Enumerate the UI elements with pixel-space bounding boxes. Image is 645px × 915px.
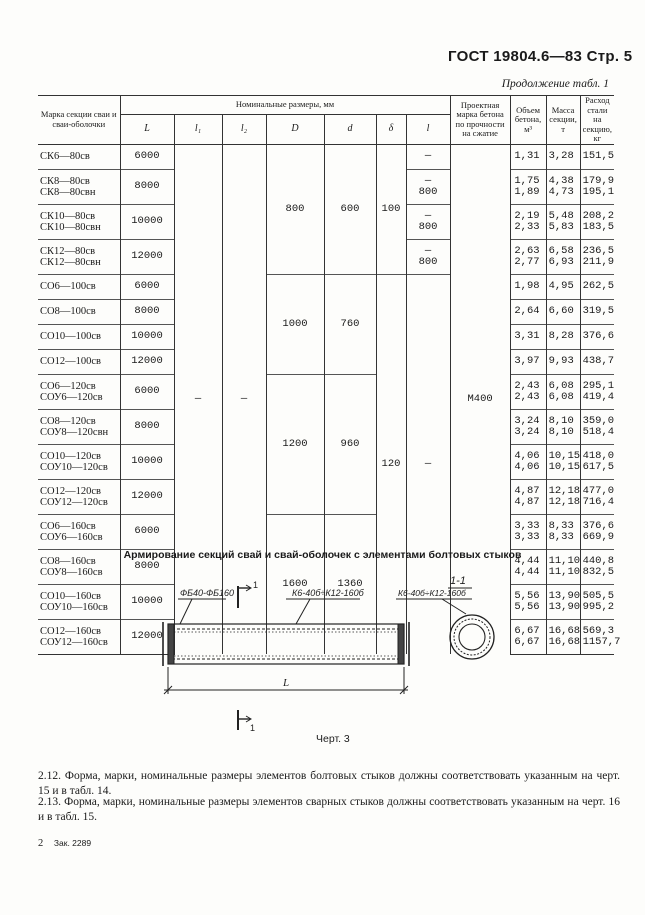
dimension-L: L — [283, 677, 290, 689]
cell-mass: 5,48 5,83 — [546, 204, 580, 239]
cell-l-pair: — 800 — [406, 239, 450, 274]
cell-steel: 319,5 — [580, 299, 614, 324]
cell-mass: 10,15 10,15 — [546, 444, 580, 479]
col-mark-header: Марка секции сваи и сваи-оболочки — [38, 96, 120, 145]
cell-L: 6000 — [120, 374, 174, 409]
cell-steel: 376,6 669,9 — [580, 514, 614, 549]
table-row-mark: СО12—100св — [38, 349, 120, 374]
col-volume-header: Объем бетона, м³ — [510, 96, 546, 145]
page-footer — [38, 838, 91, 849]
cell-l-pair: — 800 — [406, 169, 450, 204]
cell-mass: 11,10 11,10 — [546, 549, 580, 584]
cell-L: 12000 — [120, 479, 174, 514]
cell-D-1000: 1000 — [266, 274, 324, 374]
page-number: 2 — [38, 838, 44, 849]
col-l2-header: l₂ — [222, 114, 266, 144]
col-mass-header: Масса секции, т — [546, 96, 580, 145]
label-cages: К6-40б÷К12-160б — [292, 588, 364, 598]
section-mark: 1-1 — [450, 575, 466, 587]
cell-steel: 477,0 716,4 — [580, 479, 614, 514]
cell-volume: 2,63 2,77 — [510, 239, 546, 274]
cell-volume: 1,98 — [510, 274, 546, 299]
cell-d-760: 760 — [324, 274, 376, 374]
cell-volume: 3,24 3,24 — [510, 409, 546, 444]
cell-l2-merged: — — [222, 144, 266, 654]
cell-steel: 505,5 995,2 — [580, 584, 614, 619]
cell-steel: 376,6 — [580, 324, 614, 349]
col-l-header: l — [406, 114, 450, 144]
cell-steel: 236,5 211,9 — [580, 239, 614, 274]
cell-L: 12000 — [120, 239, 174, 274]
col-L-header: L — [120, 114, 174, 144]
cell-volume: 4,87 4,87 — [510, 479, 546, 514]
cell-mass: 8,33 8,33 — [546, 514, 580, 549]
cell-steel: 179,9 195,1 — [580, 169, 614, 204]
cell-steel: 569,3 1157,7 — [580, 619, 614, 654]
table-row-mark: СО6—120св СОУ6—120св — [38, 374, 120, 409]
cell-volume: 5,56 5,56 — [510, 584, 546, 619]
cell-mass: 12,18 12,18 — [546, 479, 580, 514]
table-row-mark: СО6—100св — [38, 274, 120, 299]
cell-mass: 13,90 13,90 — [546, 584, 580, 619]
table-row-mark: СК10—80св СК10—80свн — [38, 204, 120, 239]
nominal-sizes-header: Номинальные размеры, мм — [120, 96, 450, 115]
table-row-mark: СК12—80св СК12—80свн — [38, 239, 120, 274]
cell-L: 8000 — [120, 409, 174, 444]
pile-reinforcement-drawing — [150, 572, 530, 732]
cell-L: 8000 — [120, 299, 174, 324]
standard-header: ГОСТ 19804.6—83 Стр. 5 — [448, 48, 633, 65]
cell-volume: 3,97 — [510, 349, 546, 374]
cell-volume: 6,67 6,67 — [510, 619, 546, 654]
col-D-header: D — [266, 114, 324, 144]
cell-volume: 4,44 4,44 — [510, 549, 546, 584]
cell-L: 12000 — [120, 619, 174, 654]
col-concrete-header: Проектная марка бетона по прочности на сжатие — [450, 96, 510, 145]
cell-L: 6000 — [120, 274, 174, 299]
cell-L: 6000 — [120, 514, 174, 549]
table-row-mark: СК8—80св СК8—80свн — [38, 169, 120, 204]
cut-number-top: 1 — [253, 580, 259, 590]
cell-d-1360: 1360 — [324, 514, 376, 654]
cell-steel: 418,0 617,5 — [580, 444, 614, 479]
cell-mass: 3,28 — [546, 144, 580, 169]
cell-delta-100: 100 — [376, 144, 406, 274]
col-delta-header: δ — [376, 114, 406, 144]
table-row-mark: СО10—100св — [38, 324, 120, 349]
table-row-mark: СО10—160св СОУ10—160св — [38, 584, 120, 619]
cell-l1-merged: — — [174, 144, 222, 654]
table-row-mark: СО6—160св СОУ6—160св — [38, 514, 120, 549]
cell-mass: 4,38 4,73 — [546, 169, 580, 204]
dimensions-table — [38, 95, 621, 655]
table-row-mark: СО12—120св СОУ12—120св — [38, 479, 120, 514]
cell-mass: 9,93 — [546, 349, 580, 374]
cell-mass: 8,10 8,10 — [546, 409, 580, 444]
cell-steel: 262,5 — [580, 274, 614, 299]
label-section-cages: К6-40б÷К12-160б — [398, 588, 466, 598]
table-row-mark: СК6—80св — [38, 144, 120, 169]
cell-L: 10000 — [120, 584, 174, 619]
cell-steel: 438,7 — [580, 349, 614, 374]
cell-l-dash: — — [406, 144, 450, 169]
label-bolt-elements: ФБ40-ФБ160 — [180, 588, 235, 598]
cell-l-dash-merged: — — [406, 274, 450, 654]
cell-concrete-merged: M400 — [450, 144, 510, 654]
cell-volume: 3,33 3,33 — [510, 514, 546, 549]
cell-L: 8000 — [120, 169, 174, 204]
col-l1-header: l₁ — [174, 114, 222, 144]
cell-delta-120: 120 — [376, 274, 406, 654]
cell-mass: 16,68 16,68 — [546, 619, 580, 654]
col-steel-header: Расход стали на секцию, кг — [580, 96, 614, 145]
cell-steel: 359,0 518,4 — [580, 409, 614, 444]
cell-steel: 208,2 183,5 — [580, 204, 614, 239]
cell-mass: 6,60 — [546, 299, 580, 324]
figure-title: Армирование секций свай и свай-оболочек с элементами болтовых стыков — [123, 549, 522, 561]
cell-L: 6000 — [120, 144, 174, 169]
table-row-mark: СО8—160св СОУ8—160св — [38, 549, 120, 584]
table-continuation-note: Продолжение табл. 1 — [501, 78, 609, 90]
table-row-mark: СО8—100св — [38, 299, 120, 324]
cell-mass: 4,95 — [546, 274, 580, 299]
cell-L: 10000 — [120, 444, 174, 479]
table-row-mark: СО12—160св СОУ12—160св — [38, 619, 120, 654]
cell-volume: 2,19 2,33 — [510, 204, 546, 239]
cell-steel: 440,8 832,5 — [580, 549, 614, 584]
cell-steel: 295,1 419,4 — [580, 374, 614, 409]
cell-L: 10000 — [120, 324, 174, 349]
cell-mass: 6,08 6,08 — [546, 374, 580, 409]
cell-volume: 2,43 2,43 — [510, 374, 546, 409]
cell-volume: 3,31 — [510, 324, 546, 349]
cell-d-960: 960 — [324, 374, 376, 514]
cell-d-600: 600 — [324, 144, 376, 274]
cut-number-bottom: 1 — [250, 723, 256, 732]
cell-L: 10000 — [120, 204, 174, 239]
table-row-mark: СО8—120св СОУ8—120свн — [38, 409, 120, 444]
figure-caption: Черт. 3 — [316, 733, 350, 745]
table-row-mark: СО10—120св СОУ10—120св — [38, 444, 120, 479]
cell-D-800: 800 — [266, 144, 324, 274]
col-d-header: d — [324, 114, 376, 144]
cell-volume: 4,06 4,06 — [510, 444, 546, 479]
cell-L: 12000 — [120, 349, 174, 374]
order-number: Зак. 2289 — [53, 838, 92, 848]
cell-mass: 6,58 6,93 — [546, 239, 580, 274]
paragraph-2-12: 2.12. Форма, марки, номинальные размеры элементов болтовых стыков должны соответствовать указанным на черт. 15 и в табл. 14. — [38, 770, 620, 797]
cell-volume: 1,31 — [510, 144, 546, 169]
cell-D-1600: 1600 — [266, 514, 324, 654]
cell-L: 8000 — [120, 549, 174, 584]
cell-volume: 2,64 — [510, 299, 546, 324]
cell-D-1200: 1200 — [266, 374, 324, 514]
paragraph-2-13: 2.13. Форма, марки, номинальные размеры элементов сварных стыков должны соответствовать указанным на черт. 16 и в табл. 15. — [38, 796, 620, 823]
cell-mass: 8,28 — [546, 324, 580, 349]
cell-l-pair: — 800 — [406, 204, 450, 239]
cell-volume: 1,75 1,89 — [510, 169, 546, 204]
cell-steel: 151,5 — [580, 144, 614, 169]
